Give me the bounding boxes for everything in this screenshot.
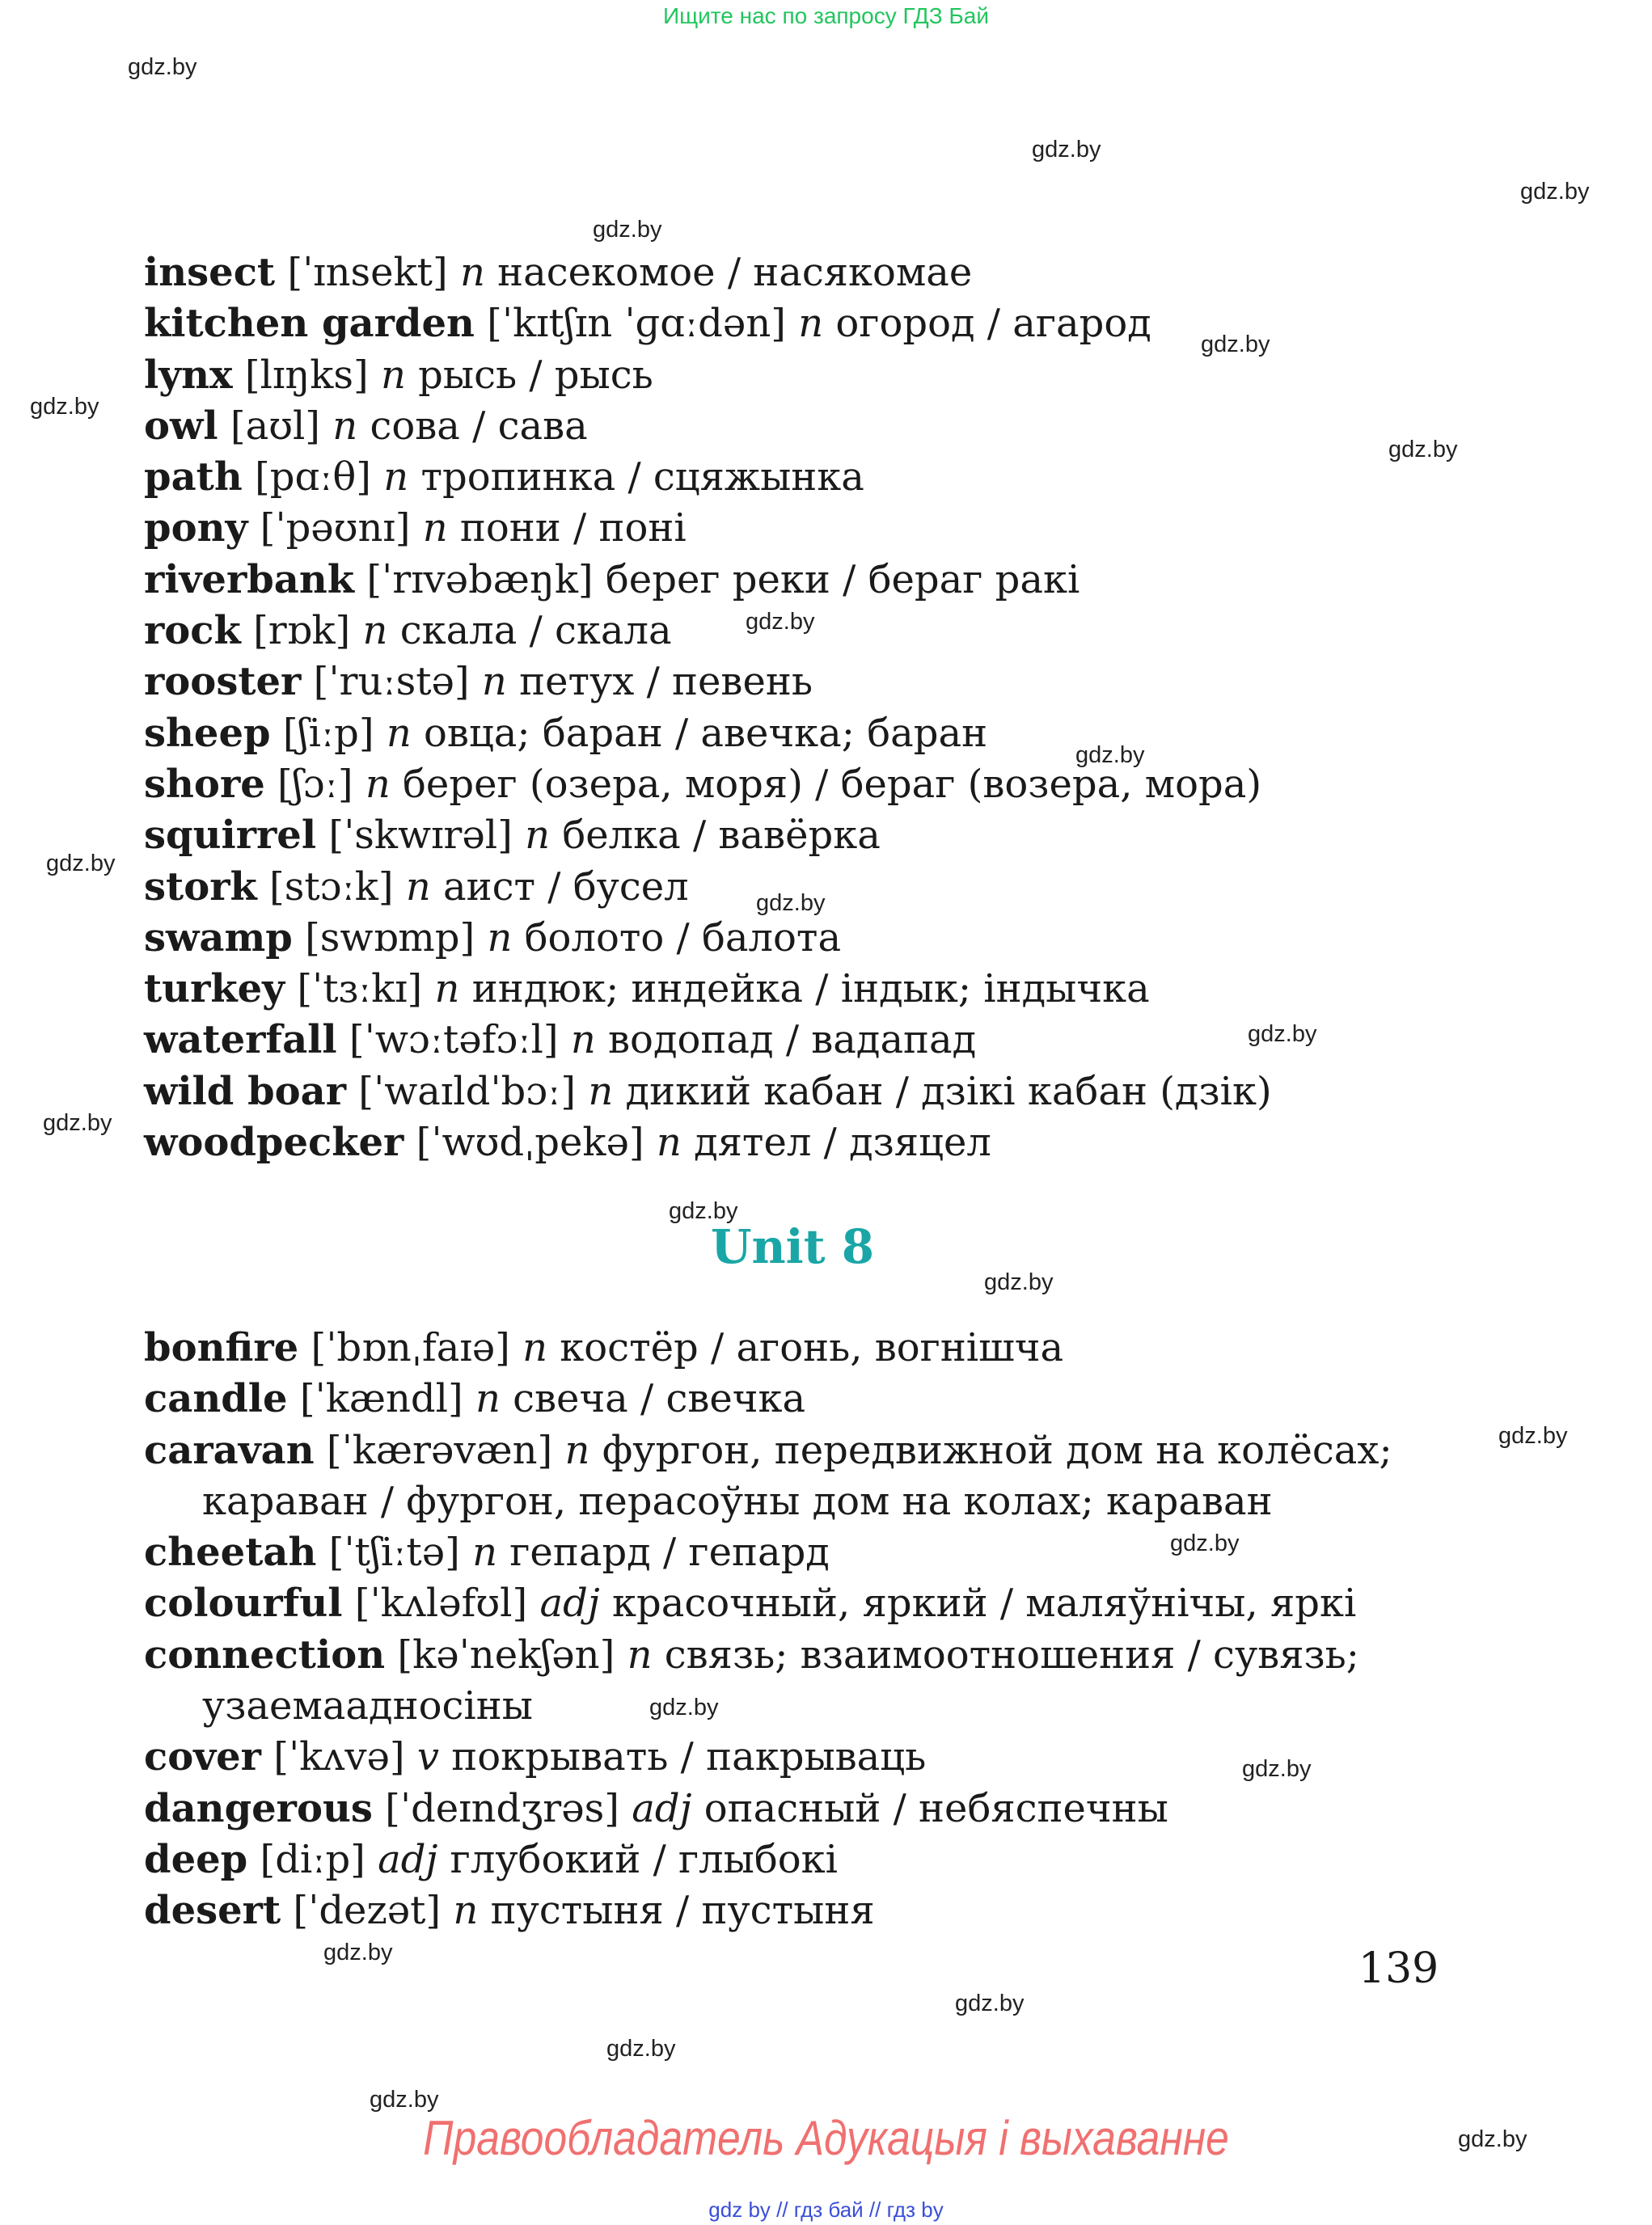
watermark: gdz.by	[1520, 179, 1590, 205]
watermark: gdz.by	[46, 851, 116, 876]
watermark: gdz.by	[1498, 1423, 1568, 1449]
watermark: gdz.by	[1242, 1756, 1312, 1782]
watermark: gdz.by	[1201, 331, 1270, 357]
watermark: gdz.by	[1388, 437, 1458, 462]
vocab-entry: lynx [lɪŋks] n рысь / рысь	[144, 352, 653, 398]
entry-continuation: узаемаадносіны	[202, 1683, 533, 1729]
vocab-entry: woodpecker [ˈwʊdˌpekə] n дятел / дзяцел	[144, 1120, 991, 1166]
vocab-entry: stork [stɔːk] n аист / бусел	[144, 863, 689, 910]
vocab-entry: candle [ˈkændl] n свеча / свечка	[144, 1376, 806, 1422]
vocab-entry: squirrel [ˈskwɪrəl] n белка / вавёрка	[144, 813, 881, 859]
vocab-entry: shore [ʃɔː] n берег (озера, моря) / бераг (возера, мора)	[144, 761, 1262, 807]
vocab-entry: dangerous [ˈdeɪndʒrəs] adj опасный / небяспечны	[144, 1785, 1168, 1831]
vocab-entry: rooster [ˈruːstə] n петух / певень	[144, 659, 813, 705]
watermark: gdz.by	[756, 890, 826, 916]
rights-holder-notice: Правообладатель Адукацыя і выхаванне	[423, 2111, 1229, 2165]
vocab-entry: waterfall [ˈwɔːtəfɔːl] n водопад / вадапад	[144, 1017, 977, 1063]
watermark: gdz.by	[43, 1110, 112, 1136]
vocab-entry: cover [ˈkʌvə] v покрывать / пакрываць	[144, 1734, 927, 1780]
vocab-entry: caravan [ˈkærəvæn] n фургон, передвижной дом на колёсах; караван / фургон, перасоўны дом на колах; караван	[144, 1425, 1454, 1528]
watermark: gdz.by	[1248, 1021, 1317, 1047]
watermark: gdz.by	[1170, 1530, 1240, 1556]
watermark: gdz.by	[955, 1991, 1025, 2016]
watermark: gdz.by	[984, 1269, 1054, 1295]
vocab-entry: owl [aʊl] n сова / сава	[144, 403, 588, 449]
vocab-entry: path [pɑːθ] n тропинка / сцяжынка	[144, 454, 864, 500]
watermark: gdz.by	[593, 217, 662, 243]
watermark: gdz.by	[370, 2087, 439, 2113]
watermark: gdz.by	[1458, 2126, 1527, 2152]
vocab-entry: colourful [ˈkʌləfʊl] adj красочный, яркий / маляўнічы, яркі	[144, 1581, 1357, 1627]
vocab-entry: sheep [ʃiːp] n овца; баран / авечка; баран	[144, 710, 988, 756]
page-number: 139	[1358, 1944, 1439, 1993]
vocab-entry: desert [ˈdezət] n пустыня / пустыня	[144, 1888, 875, 1934]
vocabulary-list-section-1	[144, 247, 1454, 1168]
vocab-entry: deep [diːp] adj глубокий / глыбокі	[144, 1836, 839, 1882]
vocab-entry: rock [rɒk] n скала / скала	[144, 608, 672, 654]
search-banner[interactable]: Ищите нас по запросу ГДЗ Бай	[662, 3, 990, 28]
vocab-entry: insect [ˈɪnsekt] n насекомое / насякомае	[144, 250, 973, 295]
vocab-entry: wild boar [ˈwaɪldˈbɔː] n дикий кабан / дзікі кабан (дзік)	[144, 1068, 1272, 1114]
vocab-entry: turkey [ˈtɜːkɪ] n индюк; индейка / індык; індычка	[144, 966, 1150, 1012]
watermark: gdz.by	[669, 1198, 738, 1224]
watermark: gdz.by	[746, 609, 815, 635]
entry-continuation: караван / фургон, перасоўны дом на колах; караван	[202, 1478, 1273, 1524]
vocab-entry: connection [kəˈnekʃən] n связь; взаимоотношения / сувязь; узаемаадносіны	[144, 1630, 1454, 1733]
vocab-entry: cheetah [ˈtʃiːtə] n гепард / гепард	[144, 1530, 830, 1576]
vocab-entry: swamp [swɒmp] n болото / балота	[144, 914, 842, 961]
footer-links[interactable]: gdz by // гдз бай // гдз by	[708, 2198, 944, 2222]
vocab-entry: riverbank [ˈrɪvəbæŋk] берег реки / бераг ракі	[144, 556, 1080, 602]
unit-heading: Unit 8	[710, 1219, 875, 1274]
watermark: gdz.by	[1032, 137, 1101, 163]
watermark: gdz.by	[606, 2036, 676, 2062]
watermark: gdz.by	[649, 1695, 719, 1720]
vocab-entry: kitchen garden [ˈkɪtʃɪn ˈɡɑːdən] n огород / агарод	[144, 301, 1151, 347]
watermark: gdz.by	[128, 54, 197, 80]
vocabulary-list-section-2	[144, 1323, 1454, 1937]
watermark: gdz.by	[30, 394, 99, 420]
watermark: gdz.by	[1075, 742, 1145, 768]
vocab-entry: pony [ˈpəʊnɪ] n пони / поні	[144, 505, 687, 551]
vocab-entry: bonfire [ˈbɒnˌfaɪə] n костёр / агонь, вогнішча	[144, 1325, 1064, 1370]
watermark: gdz.by	[323, 1940, 393, 1965]
